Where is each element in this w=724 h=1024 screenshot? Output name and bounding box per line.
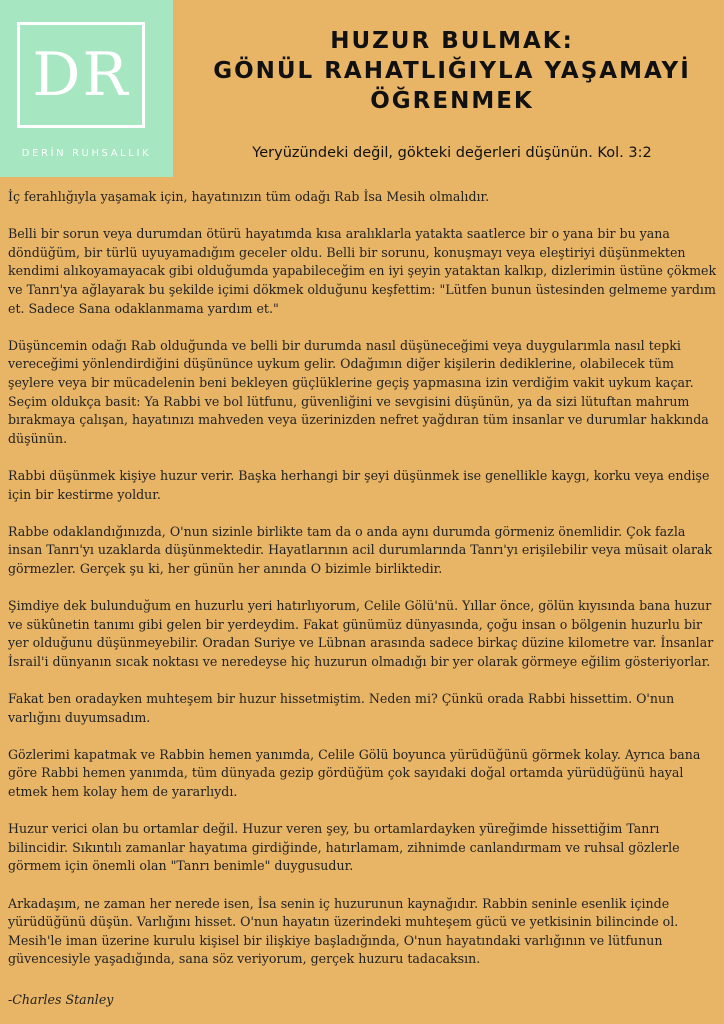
brand-logo <box>0 0 173 177</box>
paragraph: Düşüncemin odağı Rab olduğunda ve belli bir durumda nasıl düşüneceğimi veya duygularımla nasıl tepki vereceğimi yönlendirdiğini düşününce uykum gelir. Odağımın diğer kişilerin dediklerine, olabilecek tüm şeylere veya bir mücadelenin beni bekleyen güçlüklerine geçiş yapmasına izin verdiğim vakit uykum kaçar. Seçim oldukça basit: Ya Rabbi ve bol lütfunu, güvenliğini ve sevgisini düşünün, ya da sizi lütuftan mahrum bırakmaya çalışan, hayatınızı mahveden veya üzerinizden nefret yağdıran tüm insanlar ve durumlar hakkında düşünün. <box>8 337 709 446</box>
paragraph: Rabbi düşünmek kişiye huzur verir. Başka herhangi bir şeyi düşünmek ise genellikle kaygı, korku veya endişe için bir kestirme yoldur. <box>8 467 710 502</box>
logo-caption: DERİN RUHSALLIK <box>21 148 152 159</box>
paragraph: Rabbe odaklandığınızda, O'nun sizinle birlikte tam da o anda aynı durumda görmeniz önemlidir. Çok fazla insan Tanrı'yı uzaklarda düşünmektedir. Hayatlarının acil durumlarında Tanrı'yı erişilebilir veya müsait olarak görmezler. Gerçek şu ki, her günün her anında O bizimle birliktedir. <box>8 523 713 576</box>
author-signature: -Charles Stanley <box>8 992 114 1007</box>
title-line-1: HUZUR BULMAK: <box>330 28 574 54</box>
paragraph: Huzur verici olan bu ortamlar değil. Huzur veren şey, bu ortamlardayken yüreğimde hissettiğim Tanrı bilincidir. Sıkıntılı zamanlar hayatıma girdiğinde, hatırlamam, zihnimde canlandırmam ve ruhsal gözlerle görmem için önemli olan "Tanrı benimle" duygusudur. <box>8 821 680 874</box>
article-body <box>8 188 720 988</box>
paragraph: İç ferahlığıyla yaşamak için, hayatınızın tüm odağı Rab İsa Mesih olmalıdır. <box>8 189 490 204</box>
title-line-2: GÖNÜL RAHATLIĞIYLA YAŞAMAYİ <box>213 58 691 84</box>
paragraph: Fakat ben oradayken muhteşem bir huzur hissetmiştim. Neden mi? Çünkü orada Rabbi hissettim. O'nun varlığını duyumsadım. <box>8 691 675 725</box>
page-title <box>180 26 724 116</box>
verse-subtitle: Yeryüzündeki değil, gökteki değerleri düşünün. Kol. 3:2 <box>252 145 652 161</box>
logo-frame <box>17 22 145 128</box>
paragraph: Şimdiye dek bulunduğum en huzurlu yeri hatırlıyorum, Celile Gölü'nü. Yıllar önce, gölün kıyısında bana huzur ve sükûnetin tanımı gibi gelen bir yerdeydim. Fakat günümüz dünyasında, çoğu insan o bölgenin huzurlu bir yer olduğunu düşünmeyebilir. Oradan Suriye ve Lübnan arasında sadece birkaç düzine kilometre var. İnsanlar İsrail'i dünyanın sıcak noktası ve neredeyse hiç huzurun olmadığı bir yer olarak görmeye eğilim gösteriyorlar. <box>8 598 714 669</box>
paragraph: Gözlerimi kapatmak ve Rabbin hemen yanımda, Celile Gölü boyunca yürüdüğünü görmek kolay. Ayrıca bana göre Rabbi hemen yanımda, tüm dünyada gezip gördüğüm çok sayıdaki doğal ortamda yürüdüğünü hayal etmek hem kolay hem de yararlıydı. <box>8 746 701 799</box>
paragraph: Belli bir sorun veya durumdan ötürü hayatımda kısa aralıklarla yatakta saatlerce bir o yana bir bu yana döndüğüm, bir türlü uyuyamadığım geceler oldu. Belli bir sorunu, konuşmayı veya eleştiriyi düşünmekten kendimi alıkoyamayacak gibi olduğumda yapabileceğim en iyi şeyin yataktan kalkıp, dizlerimin üstüne çökmek ve Tanrı'ya ağlayarak bu şekilde içimi dökmek olduğunu keşfettim: "Lütfen bunun üstesinden gelmeme yardım et. Sadece Sana odaklanmama yardım et." <box>8 226 717 316</box>
title-line-3: ÖĞRENMEK <box>370 88 534 114</box>
paragraph: Arkadaşım, ne zaman her nerede isen, İsa senin iç huzurunun kaynağıdır. Rabbin seninle esenlik içinde yürüdüğünü düşün. Varlığını hisset. O'nun hayatın üzerindeki muhteşem gücü ve yetkisinin bilincinde ol. Mesih'le iman üzerine kurulu kişisel bir ilişkiye başladığında, O'nun hayatındaki varlığının ve lütfunun güvencesiyle yaşadığında, sana söz veriyorum, gerçek huzuru tadacaksın. <box>8 895 679 967</box>
logo-letters: DR <box>32 40 130 110</box>
